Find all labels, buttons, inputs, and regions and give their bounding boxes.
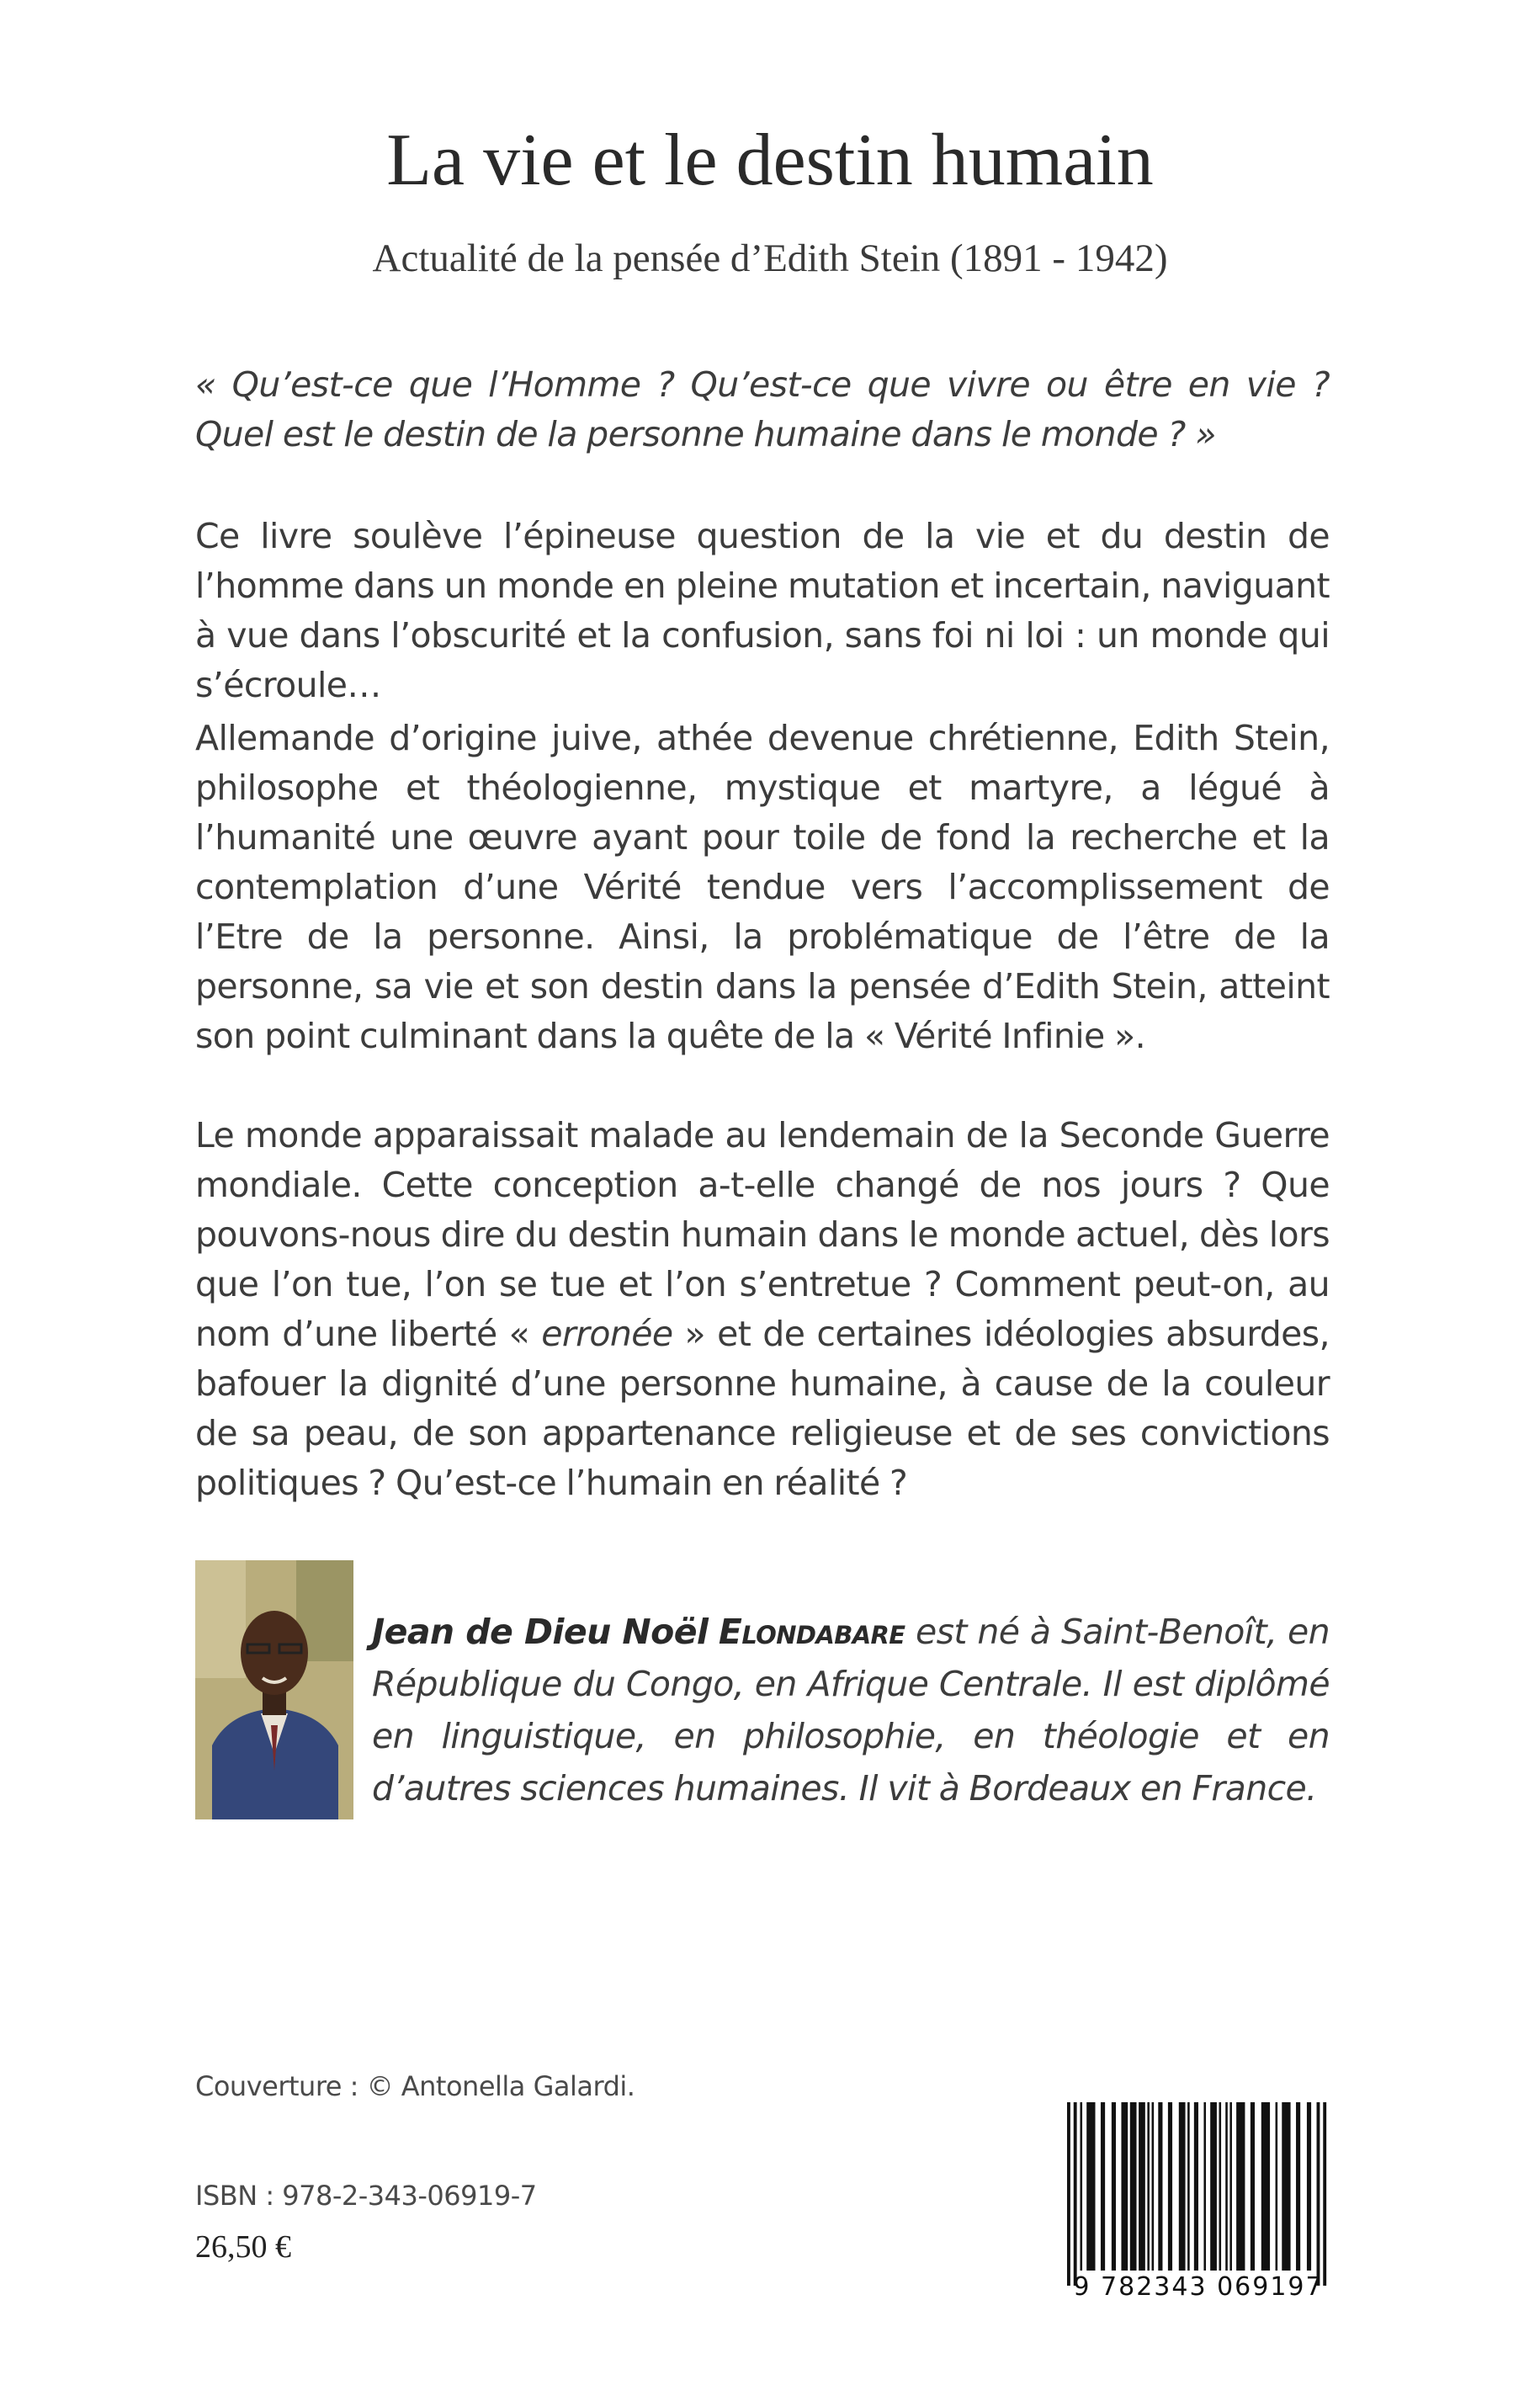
barcode-bar bbox=[1086, 2102, 1095, 2271]
barcode-bar bbox=[1261, 2102, 1270, 2271]
paragraph-3-text-b: » et de certaines idéologies absurdes, bafouer la dignité d’une personne humaine, à cause de la couleur de sa peau, de son appartenance religieuse et de ses convictions politiques ? Qu’est-ce l’humain en réalité ? bbox=[195, 1314, 1330, 1503]
barcode-bar bbox=[1307, 2102, 1311, 2271]
author-bio bbox=[372, 1606, 1330, 1814]
barcode bbox=[1067, 2102, 1330, 2286]
author-last-name: Elondabare bbox=[718, 1612, 905, 1652]
barcode-bar bbox=[1121, 2102, 1128, 2271]
book-subtitle: Actualité de la pensée d’Edith Stein (1891 - 1942) bbox=[372, 236, 1168, 280]
barcode-bar bbox=[1194, 2102, 1198, 2271]
paragraph-3-italic: erronée bbox=[541, 1314, 673, 1354]
barcode-digits: 9 782343 069197 bbox=[1073, 2272, 1324, 2302]
cover-credit: Couverture : © Antonella Galardi. bbox=[195, 2070, 635, 2102]
barcode-bar bbox=[1187, 2102, 1190, 2271]
barcode-bar bbox=[1080, 2102, 1082, 2271]
barcode-bar bbox=[1251, 2102, 1255, 2271]
barcode-bar bbox=[1074, 2102, 1077, 2286]
barcode-bar bbox=[1130, 2102, 1137, 2271]
barcode-bar bbox=[1317, 2102, 1320, 2286]
barcode-bar bbox=[1225, 2102, 1228, 2271]
barcode-bar bbox=[1152, 2102, 1155, 2271]
barcode-bar bbox=[1168, 2102, 1172, 2271]
barcode-bar bbox=[1101, 2102, 1105, 2271]
paragraph-3 bbox=[195, 1111, 1330, 1508]
paragraph-3-text-a: Le monde apparaissait malade au lendemain de la Seconde Guerre mondiale. Cette conception a-t-elle changé de nos jours ? Que pouvons-nous dire du destin humain dans le monde actuel, dès lors que l’on tue, l’on se tue et l’on s’entretue ? Comment peut-on, au nom d’une liberté « bbox=[195, 1115, 1330, 1354]
barcode-bar bbox=[1139, 2102, 1145, 2271]
barcode-bar bbox=[1282, 2102, 1290, 2271]
paragraph-1: Ce livre soulève l’épineuse question de la vie et du destin de l’homme dans un monde en pleine mutation et incertain, naviguant à vue dans l’obscurité et la confusion, sans foi ni loi : un monde qui s’écroule… bbox=[195, 516, 1330, 705]
barcode-bar bbox=[1210, 2102, 1217, 2271]
barcode-bar bbox=[1147, 2102, 1150, 2271]
barcode-bar bbox=[1179, 2102, 1186, 2271]
barcode-bar bbox=[1158, 2102, 1162, 2271]
barcode-bar bbox=[1236, 2102, 1245, 2271]
author-first-names: Jean de Dieu Noël bbox=[372, 1612, 709, 1652]
barcode-bar bbox=[1296, 2102, 1300, 2271]
author-photo bbox=[195, 1560, 353, 1819]
barcode-bar bbox=[1203, 2102, 1206, 2271]
book-title: La vie et le destin humain bbox=[386, 120, 1154, 201]
author-bio-text: est né à Saint-Benoît, en République du Congo, en Afrique Centrale. Il est diplômé en linguistique, en philosophie, en théologie et en d’autres sciences humaines. Il vit à Bordeaux en France. bbox=[372, 1612, 1330, 1809]
isbn: ISBN : 978-2-343-06919-7 bbox=[195, 2180, 537, 2212]
barcode-bar bbox=[1229, 2102, 1232, 2271]
barcode-bar bbox=[1323, 2102, 1326, 2286]
barcode-bar bbox=[1112, 2102, 1116, 2271]
paragraph-2: Allemande d’origine juive, athée devenue chrétienne, Edith Stein, philosophe et théologienne, mystique et martyre, a légué à l’humanité une œuvre ayant pour toile de fond la recherche et la contemplation d’une Vérité tendue vers l’accomplissement de l’Etre de la personne. Ainsi, la problématique de l’être de la personne, sa vie et son destin dans la pensée d’Edith Stein, atteint son point culminant dans la quête de la « Vérité Infinie ». bbox=[195, 718, 1330, 1056]
barcode-bar bbox=[1067, 2102, 1070, 2286]
barcode-bar bbox=[1219, 2102, 1222, 2271]
barcode-bar bbox=[1276, 2102, 1278, 2271]
price: 26,50 € bbox=[195, 2229, 291, 2265]
opening-quote: « Qu’est-ce que l’Homme ? Qu’est-ce que vivre ou être en vie ? Quel est le destin de la personne humaine dans le monde ? » bbox=[195, 364, 1330, 454]
